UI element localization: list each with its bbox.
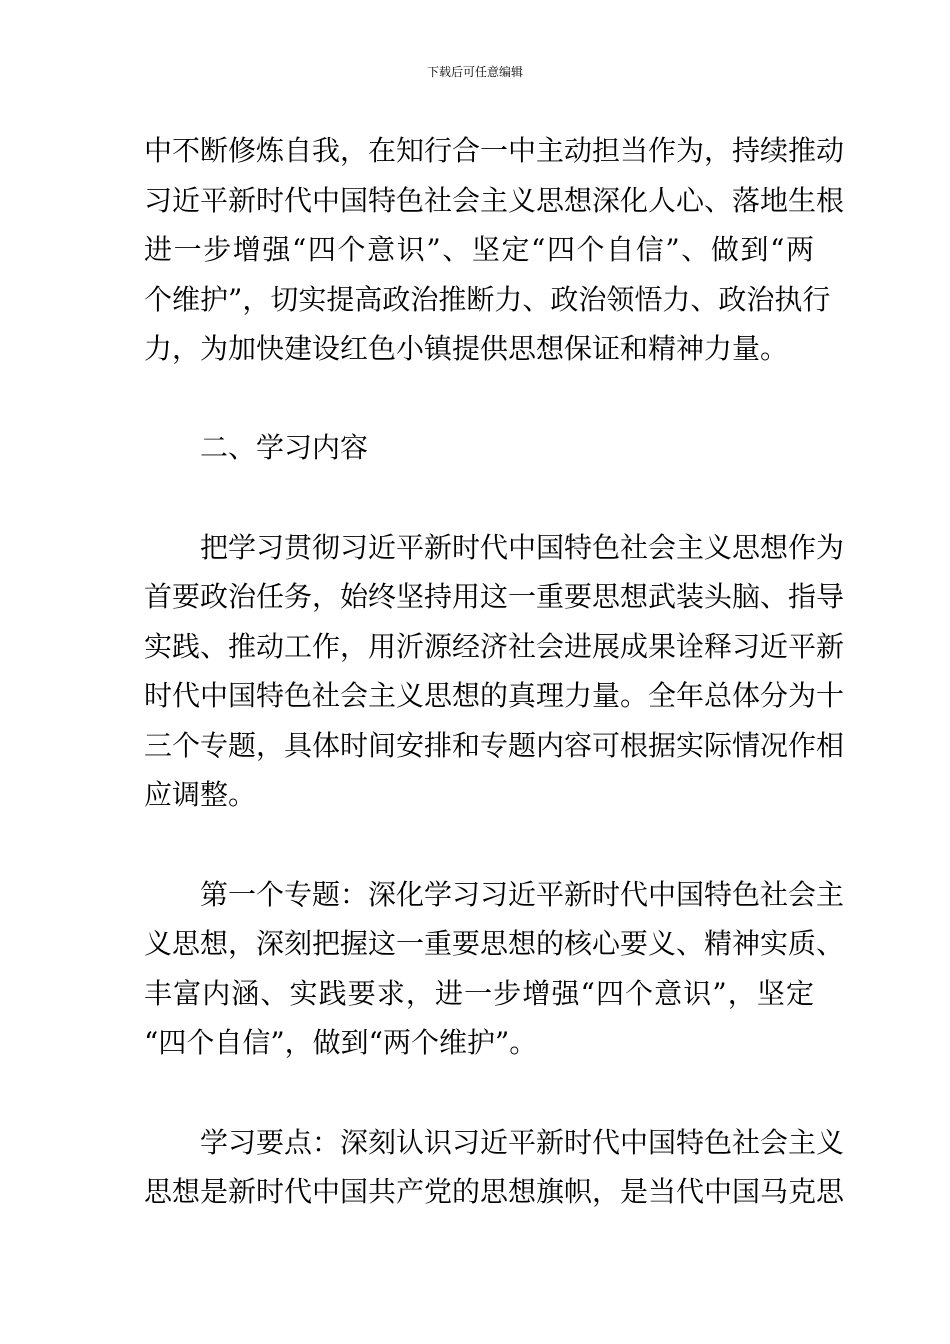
- paragraph-line: 应调整。: [144, 778, 257, 811]
- paragraph-line: 首要政治任务，始终坚持用这一重要思想武装头脑、指导: [144, 580, 845, 613]
- paragraph-line: 学习要点：深刻认识习近平新时代中国特色社会主义: [200, 1126, 845, 1159]
- paragraph-line: 把学习贯彻习近平新时代中国特色社会主义思想作为: [200, 531, 845, 564]
- paragraph-line: 个维护”，切实提高政治推断力、政治领悟力、政治执行: [144, 283, 831, 316]
- page-header: 下载后可任意编辑: [426, 65, 523, 79]
- paragraph-line: 三个专题，具体时间安排和专题内容可根据实际情况作相: [144, 729, 845, 762]
- paragraph-line: 中不断修炼自我，在知行合一中主动担当作为，持续推动: [144, 134, 845, 167]
- paragraph-line: 实践、推动工作，用沂源经济社会进展成果诠释习近平新: [144, 630, 845, 663]
- section-heading: 二、学习内容: [200, 431, 369, 464]
- paragraph-line: 时代中国特色社会主义思想的真理力量。全年总体分为十: [144, 679, 845, 712]
- paragraph-line: 进一步增强“四个意识”、坚定“四个自信”、做到“两: [144, 233, 814, 266]
- paragraph-line: 丰富内涵、实践要求，进一步增强“四个意识”，坚定: [144, 977, 814, 1010]
- paragraph-line: 第一个专题：深化学习习近平新时代中国特色社会主: [200, 878, 845, 911]
- paragraph-line: 思想是新时代中国共产党的思想旗帜，是当代中国马克思: [144, 1175, 845, 1208]
- paragraph-line: 义思想，深刻把握这一重要思想的核心要义、精神实质、: [144, 927, 845, 960]
- paragraph-line: 力，为加快建设红色小镇提供思想保证和精神力量。: [144, 332, 789, 365]
- paragraph-line: 习近平新时代中国特色社会主义思想深化人心、落地生根: [144, 184, 845, 217]
- paragraph-line: “四个自信”，做到“两个维护”。: [144, 1026, 538, 1059]
